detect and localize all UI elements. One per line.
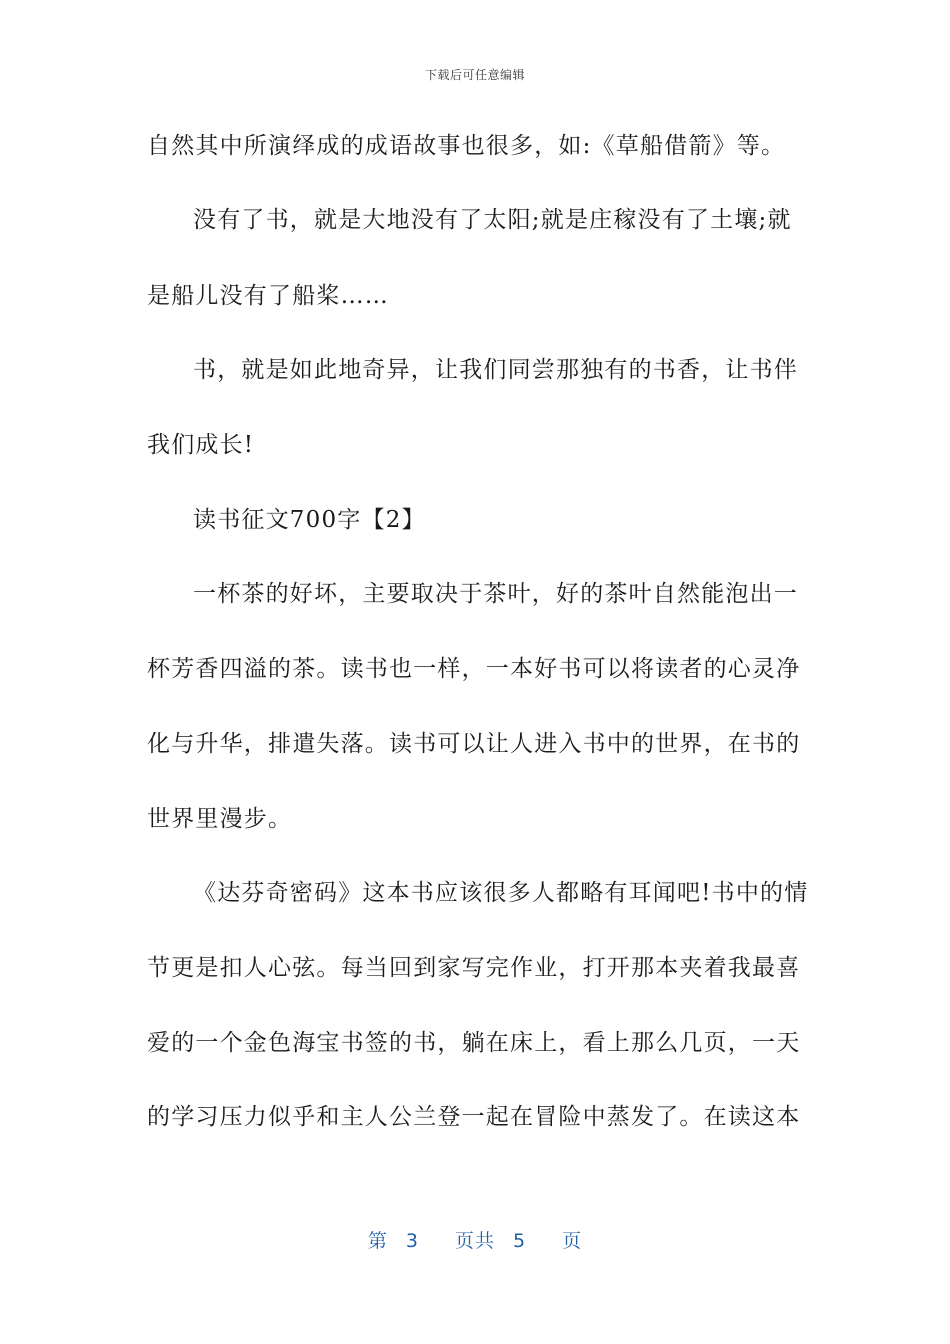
- total-pages-number: 5: [513, 1230, 527, 1252]
- text-line: 我们成长!: [147, 432, 255, 458]
- text-line: 爱的一个金色海宝书签的书，躺在床上，看上那么几页，一天: [147, 1030, 801, 1056]
- footer-prefix: 第: [367, 1230, 388, 1252]
- current-page-number: 3: [405, 1230, 419, 1252]
- footer-suffix: 页: [562, 1230, 583, 1252]
- text-line: 《达芬奇密码》这本书应该很多人都略有耳闻吧!书中的情: [193, 880, 809, 906]
- page-header: 下载后可任意编辑: [424, 68, 525, 82]
- text-line: 是船儿没有了船桨……: [147, 283, 389, 309]
- page-footer: [0, 1226, 950, 1253]
- text-line: 世界里漫步。: [147, 806, 293, 832]
- text-line: 一杯茶的好坏，主要取决于茶叶，好的茶叶自然能泡出一: [193, 581, 798, 607]
- text-line: 自然其中所演绎成的成语故事也很多，如:《草船借箭》等。: [147, 133, 786, 159]
- footer-middle: 页共: [454, 1230, 495, 1252]
- text-line: 杯芳香四溢的茶。读书也一样，一本好书可以将读者的心灵净: [147, 656, 801, 682]
- text-line: 化与升华，排遣失落。读书可以让人进入书中的世界，在书的: [147, 731, 801, 757]
- section-heading: 读书征文700字【2】: [193, 507, 426, 533]
- text-line: 没有了书，就是大地没有了太阳;就是庄稼没有了土壤;就: [193, 207, 792, 233]
- text-line: 的学习压力似乎和主人公兰登一起在冒险中蒸发了。在读这本: [147, 1104, 801, 1130]
- text-line: 书，就是如此地奇异，让我们同尝那独有的书香，让书伴: [193, 357, 798, 383]
- text-line: 节更是扣人心弦。每当回到家写完作业，打开那本夹着我最喜: [147, 955, 801, 981]
